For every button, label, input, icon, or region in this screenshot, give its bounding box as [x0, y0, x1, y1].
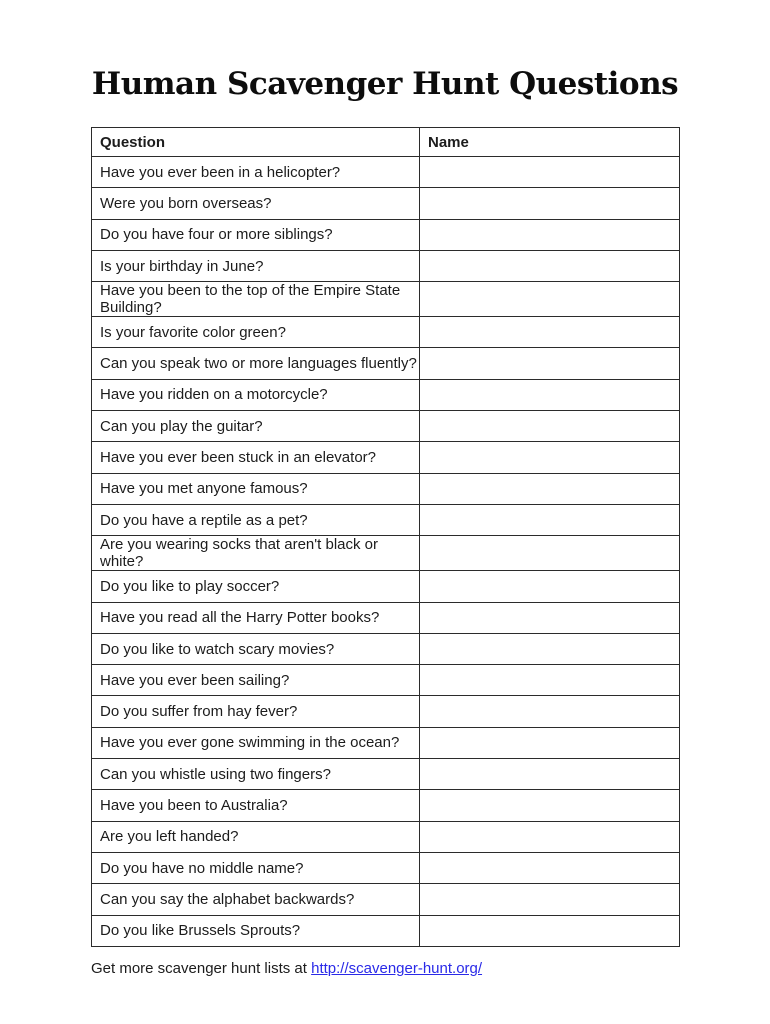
table-row: [92, 884, 680, 915]
table-row: [92, 852, 680, 883]
question-cell: Are you wearing socks that aren't black or white?: [92, 536, 420, 571]
questions-table: [91, 127, 680, 947]
name-cell: [420, 790, 680, 821]
name-cell: [420, 188, 680, 219]
question-cell: Can you speak two or more languages fluently?: [92, 348, 420, 379]
name-cell: [420, 602, 680, 633]
table-row: [92, 696, 680, 727]
table-row: [92, 250, 680, 281]
name-cell: [420, 536, 680, 571]
name-cell: [420, 282, 680, 317]
scavenger-hunt-link[interactable]: http://scavenger-hunt.org/: [311, 960, 483, 977]
table-row: [92, 317, 680, 348]
name-cell: [420, 571, 680, 602]
table-row: [92, 759, 680, 790]
question-cell: Have you ever been in a helicopter?: [92, 157, 420, 188]
table-row: [92, 442, 680, 473]
table-row: [92, 665, 680, 696]
question-rows: [92, 157, 680, 947]
question-cell: Do you have four or more siblings?: [92, 219, 420, 250]
name-cell: [420, 759, 680, 790]
question-cell: Are you left handed?: [92, 821, 420, 852]
table-row: [92, 157, 680, 188]
table-row: [92, 219, 680, 250]
name-cell: [420, 411, 680, 442]
table-row: [92, 727, 680, 758]
question-cell: Can you say the alphabet backwards?: [92, 884, 420, 915]
question-cell: Do you have a reptile as a pet?: [92, 504, 420, 535]
question-cell: Can you play the guitar?: [92, 411, 420, 442]
table-row: [92, 473, 680, 504]
table-row: [92, 571, 680, 602]
name-cell: [420, 821, 680, 852]
table-row: [92, 915, 680, 946]
name-cell: [420, 665, 680, 696]
name-cell: [420, 442, 680, 473]
question-cell: Have you ever been sailing?: [92, 665, 420, 696]
name-cell: [420, 696, 680, 727]
question-cell: Have you read all the Harry Potter books?: [92, 602, 420, 633]
table-row: [92, 379, 680, 410]
name-cell: [420, 219, 680, 250]
table-row: [92, 821, 680, 852]
question-cell: Have you met anyone famous?: [92, 473, 420, 504]
table-row: [92, 633, 680, 664]
name-cell: [420, 473, 680, 504]
question-cell: Have you been to Australia?: [92, 790, 420, 821]
table-row: [92, 188, 680, 219]
question-column-header: Question: [92, 128, 420, 157]
page-title: Human Scavenger Hunt Questions: [91, 66, 679, 102]
table-row: [92, 348, 680, 379]
table-row: [92, 536, 680, 571]
table-row: [92, 282, 680, 317]
table-row: [92, 602, 680, 633]
question-cell: Do you like to play soccer?: [92, 571, 420, 602]
question-cell: Have you ever gone swimming in the ocean?: [92, 727, 420, 758]
header-row: [92, 128, 680, 157]
name-cell: [420, 727, 680, 758]
question-cell: Have you been to the top of the Empire State Building?: [92, 282, 420, 317]
name-cell: [420, 504, 680, 535]
name-cell: [420, 157, 680, 188]
name-cell: [420, 852, 680, 883]
question-cell: Have you ridden on a motorcycle?: [92, 379, 420, 410]
question-cell: Can you whistle using two fingers?: [92, 759, 420, 790]
footer: [91, 960, 482, 977]
name-cell: [420, 317, 680, 348]
question-cell: Do you like to watch scary movies?: [92, 633, 420, 664]
question-cell: Do you suffer from hay fever?: [92, 696, 420, 727]
name-cell: [420, 250, 680, 281]
table-row: [92, 411, 680, 442]
question-cell: Do you like Brussels Sprouts?: [92, 915, 420, 946]
name-cell: [420, 884, 680, 915]
questions-table-container: [91, 127, 679, 947]
table-row: [92, 790, 680, 821]
question-cell: Is your favorite color green?: [92, 317, 420, 348]
name-cell: [420, 348, 680, 379]
table-row: [92, 504, 680, 535]
name-cell: [420, 915, 680, 946]
question-cell: Have you ever been stuck in an elevator?: [92, 442, 420, 473]
footer-text: Get more scavenger hunt lists at: [91, 960, 312, 977]
name-cell: [420, 633, 680, 664]
question-cell: Is your birthday in June?: [92, 250, 420, 281]
question-cell: Do you have no middle name?: [92, 852, 420, 883]
question-cell: Were you born overseas?: [92, 188, 420, 219]
name-cell: [420, 379, 680, 410]
name-column-header: Name: [420, 128, 680, 157]
